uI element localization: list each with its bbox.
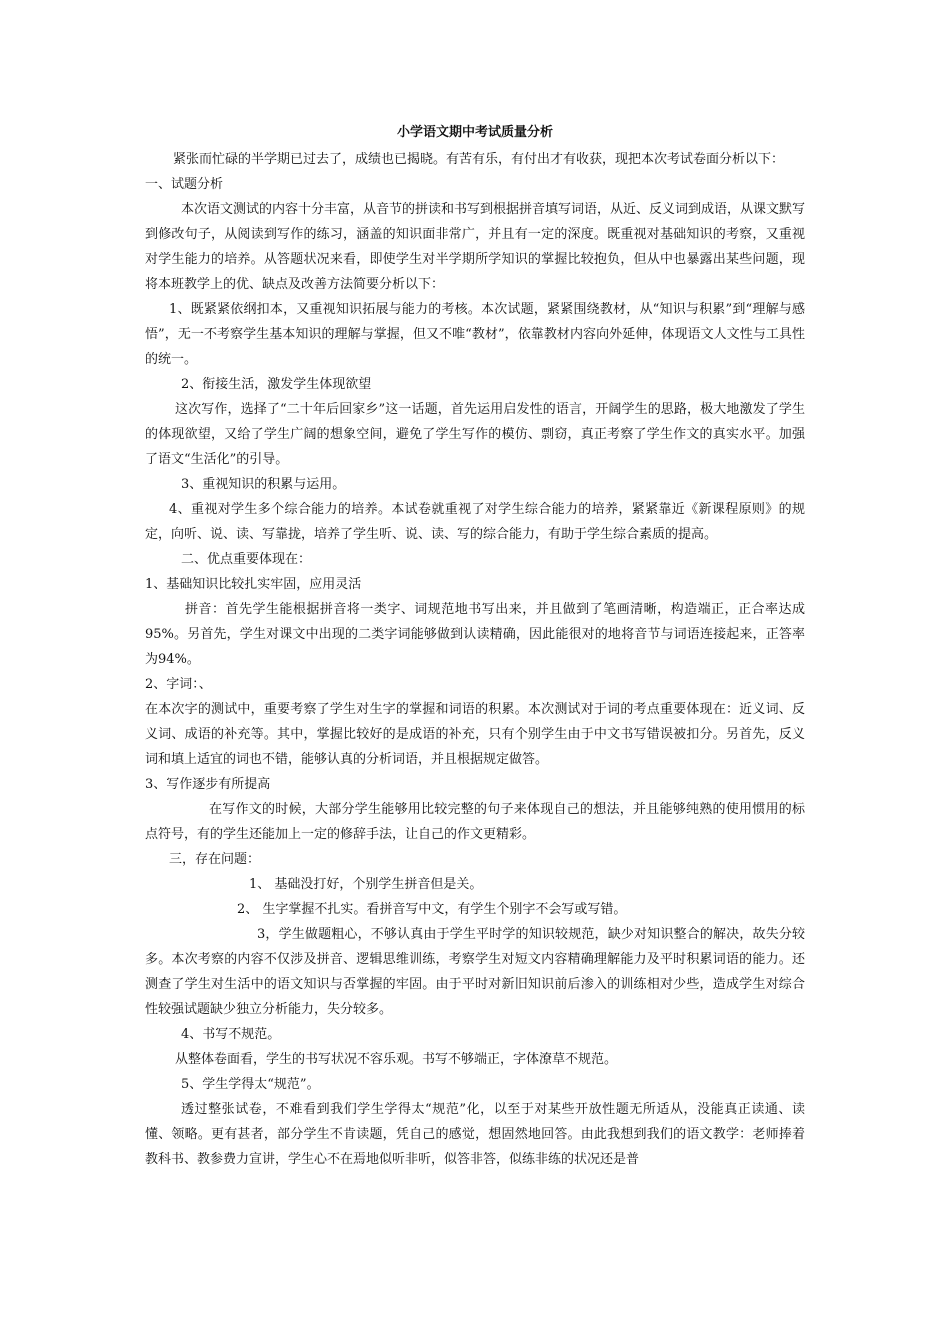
section-heading-3: 三，存在问题： <box>169 852 261 867</box>
subheading: 3、写作逐步有所提高 <box>145 777 271 792</box>
paragraph: 透过整张试卷，不难看到我们学生学得太“规范”化，以至于对某些开放性题无所适从，没能真正读通、读懂、领略。更有甚者，部分学生不肯读题，凭自己的感觉，想固然地回答。由此我想到我们的语文教学：老师捧着教科书、教参费力宣讲，学生心不在焉地似听非听，似答非答，似练非练的状况还是普 <box>145 1102 805 1167</box>
intro-paragraph: 紧张而忙碌的半学期已过去了，成绩也已揭晓。有苦有乐，有付出才有收获，现把本次考试卷面分析以下： <box>173 152 785 167</box>
subheading: 1、基础知识比较扎实牢固，应用灵活 <box>145 577 362 592</box>
list-item: 4、书写不规范。 <box>181 1027 281 1042</box>
paragraph: 这次写作，选择了“二十年后回家乡”这一话题，首先运用启发性的语言，开阔学生的思路，极大地激发了学生的体现欲望，又给了学生广阔的想象空间，避免了学生写作的模仿、剽窃，真正考察了学生作文的真实水平。加强了语文“生活化”的引导。 <box>145 402 805 467</box>
list-item: 1、 基础没打好，个别学生拼音但是关。 <box>249 877 483 892</box>
subheading: 2、字词：、 <box>145 677 212 692</box>
paragraph: 拼音：首先学生能根据拼音将一类字、词规范地书写出来，并且做到了笔画清晰，构造端正，正合率达成95%。另首先，学生对课文中出现的二类字词能够做到认读精确，因此能很对的地将音节与词语连接起来，正答率为94%。 <box>145 602 805 667</box>
section-heading-1: 一、试题分析 <box>145 177 224 192</box>
paragraph: 从整体卷面看，学生的书写状况不容乐观。书写不够端正，字体潦草不规范。 <box>175 1052 618 1067</box>
list-item: 3，学生做题粗心，不够认真由于学生平时学的知识较规范，缺少对知识整合的解决，故失分较多。本次考察的内容不仅涉及拼音、逻辑思维训练，考察学生对短文内容精确理解能力及平时积累词语的能力。还测查了学生对生活中的语文知识与否掌握的牢固。由于平时对新旧知识前后渗入的训练相对少些，造成学生对综合性较强试题缺少独立分析能力，失分较多。 <box>145 927 805 1017</box>
paragraph: 在本次字的测试中，重要考察了学生对生字的掌握和词语的积累。本次测试对于词的考点重要体现在：近义词、反义词、成语的补充等。其中，掌握比较好的是成语的补充，只有个别学生由于中文书写错误被扣分。另首先，反义词和填上适宜的词也不错，能够认真的分析词语，并且根据规定做答。 <box>145 702 805 767</box>
list-item: 2、衔接生活，激发学生体现欲望 <box>181 377 372 392</box>
paragraph: 本次语文测试的内容十分丰富，从音节的拼读和书写到根据拼音填写词语，从近、反义词到成语，从课文默写到修改句子，从阅读到写作的练习，涵盖的知识面非常广，并且有一定的深度。既重视对基础知识的考察，又重视对学生能力的培养。从答题状况来看，即使学生对半学期所学知识的掌握比较抱负，但从中也暴露出某些问题，现将本班教学上的优、缺点及改善方法简要分析以下： <box>145 202 806 292</box>
document-page <box>145 120 805 1172</box>
list-item: 2、 生字掌握不扎实。看拼音写中文，有学生个别字不会写或写错。 <box>237 902 627 917</box>
document-title: 小学语文期中考试质量分析 <box>396 125 553 140</box>
list-item: 4、重视对学生多个综合能力的培养。本试卷就重视了对学生综合能力的培养，紧紧靠近《新课程原则》的规定，向听、说、读、写靠拢，培养了学生听、说、读、写的综合能力，有助于学生综合素质的提高。 <box>145 502 805 542</box>
section-heading-2: 二、优点重要体现在： <box>181 552 312 567</box>
paragraph: 在写作文的时候，大部分学生能够用比较完整的句子来体现自己的想法，并且能够纯熟的使用惯用的标点符号，有的学生还能加上一定的修辞手法，让自己的作文更精彩。 <box>145 802 805 842</box>
list-item: 1、既紧紧依纲扣本，又重视知识拓展与能力的考核。本次试题，紧紧围绕教材，从“知识与积累”到“理解与感悟”，无一不考察学生基本知识的理解与掌握，但又不唯“教材”，依靠教材内容向外延伸，体现语文人文性与工具性的统一。 <box>145 302 805 367</box>
list-item: 5、学生学得太“规范”。 <box>181 1077 320 1092</box>
list-item: 3、重视知识的积累与运用。 <box>181 477 346 492</box>
